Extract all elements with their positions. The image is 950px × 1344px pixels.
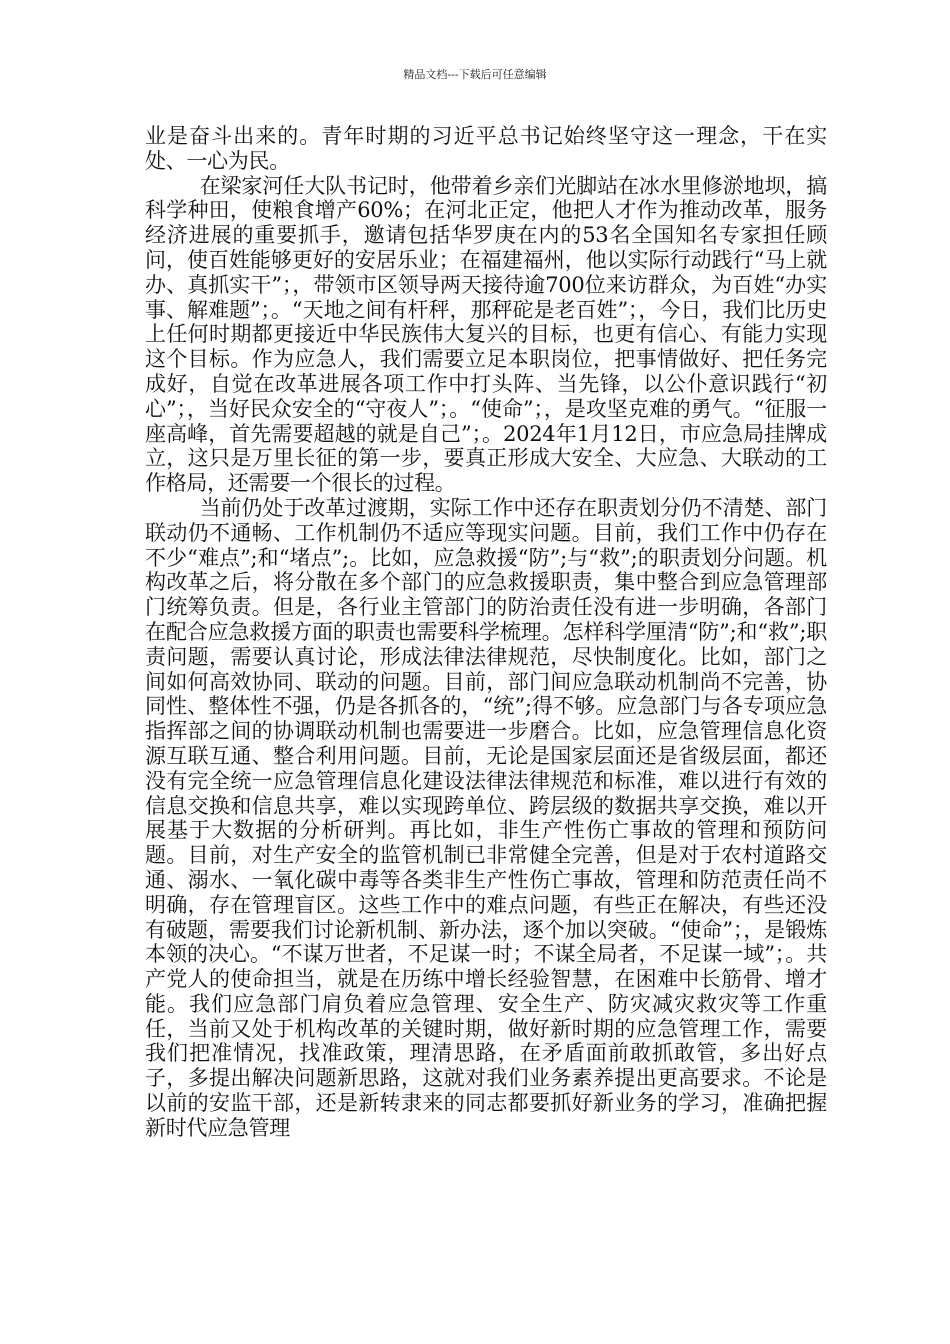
paragraph-3: 当前仍处于改革过渡期，实际工作中还存在职责划分仍不清楚、部门联动仍不通畅、工作机制仍不适应等现实问题。目前，我们工作中仍存在不少“难点”;和“堵点”;。比如，应急救援“防”;与“救”;的职责划分问题。机构改革之后，将分散在多个部门的应急救援职责，集中整合到应急管理部门统筹负责。但是，各行业主管部门的防治责任没有进一步明确，各部门在配合应急救援方面的职责也需要科学梳理。怎样科学厘清“防”;和“救”;职责问题，需要认真讨论，形成法律法律规范，尽快制度化。比如，部门之间如何高效协同、联动的问题。目前，部门间应急联动机制尚不完善，协同性、整体性不强，仍是各抓各的，“统”;得不够。应急部门与各专项应急指挥部之间的协调联动机制也需要进一步磨合。比如，应急管理信息化资源互联互通、整合利用问题。目前，无论是国家层面还是省级层面，都还没有完全统一应急管理信息化建设法律法律规范和标准，难以进行有效的信息交换和信息共享，难以实现跨单位、跨层级的数据共享交换，难以开展基于大数据的分析研判。再比如，非生产性伤亡事故的管理和预防问题。目前，对生产安全的监管机制已非常健全完善，但是对于农村道路交通、溺水、一氧化碳中毒等各类非生产性伤亡事故，管理和防范责任尚不明确，存在管理盲区。这些工作中的难点问题，有些正在解决，有些还没有破题，需要我们讨论新机制、新办法，逐个加以突破。“使命”；，是锻炼本领的决心。“不谋万世者，不足谋一时；不谋全局者，不足谋一域”；。共产党人的使命担当，就是在历练中增长经验智慧，在困难中长筋骨、增才能。我们应急部门肩负着应急管理、安全生产、防灾减灾救灾等工作重任，当前又处于机构改革的关键时期，做好新时期的应急管理工作，需要我们把准情况，找准政策，理清思路，在矛盾面前敢抓敢管，多出好点子，多提出解决问题新思路，这就对我们业务素养提出更高要求。不论是以前的安监干部，还是新转隶来的同志都要抓好新业务的学习，准确把握新时代应急管理 xyxy=(145,495,827,1140)
document-body xyxy=(145,124,827,1141)
paragraph-2: 在梁家河任大队书记时，他带着乡亲们光脚站在冰水里修淤地坝，搞科学种田，使粮食增产60%；在河北正定，他把人才作为推动改革，服务经济进展的重要抓手，邀请包括华罗庚在内的53名全国知名专家担任顾问，使百姓能够更好的安居乐业；在福建福州，他以实际行动践行“马上就办、真抓实干”；，带领市区领导两天接待逾700位来访群众，为百姓“办实事、解难题”；。“天地之间有杆秤，那秤砣是老百姓”；，今日，我们比历史上任何时期都更接近中华民族伟大复兴的目标，也更有信心、有能力实现这个目标。作为应急人，我们需要立足本职岗位，把事情做好、把任务完成好，自觉在改革进展各项工作中打头阵、当先锋，以公仆意识践行“初心”；，当好民众安全的“守夜人”；。“使命”；，是攻坚克难的勇气。“征服一座高峰，首先需要超越的就是自己”；。2024年1月12日，市应急局挂牌成立，这只是万里长征的第一步，要真正形成大安全、大应急、大联动的工作格局，还需要一个很长的过程。 xyxy=(145,173,827,496)
paragraph-1: 业是奋斗出来的。青年时期的习近平总书记始终坚守这一理念，干在实处、一心为民。 xyxy=(145,124,827,173)
page-header: 精品文档---下载后可任意编辑 xyxy=(403,68,547,81)
